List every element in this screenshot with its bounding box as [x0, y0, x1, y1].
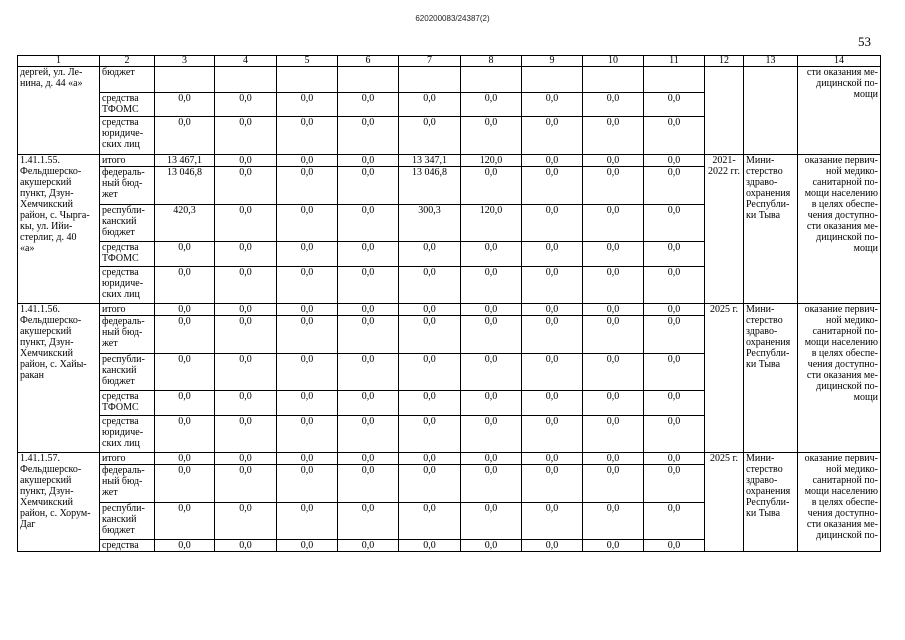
column-header: 13 — [744, 56, 798, 67]
value-cell — [338, 67, 399, 93]
column-header: 9 — [522, 56, 583, 67]
object-cell: 1.41.1.55. Фельдшерско- акушерский пункт, Дзун- Хемчикский район, с. Чырга- кы, ул. Ийи- стерлиг, д. 40 «а» — [18, 155, 100, 304]
column-header: 11 — [644, 56, 705, 67]
value-cell: 13 347,1 — [399, 155, 461, 167]
executor-cell: Мини- стерство здраво- охранения Республи- ки Тыва — [744, 155, 798, 304]
value-cell: 0,0 — [215, 167, 277, 205]
value-cell: 0,0 — [644, 205, 705, 242]
value-cell: 0,0 — [461, 503, 522, 540]
header-row — [18, 56, 881, 67]
value-cell: 0,0 — [644, 540, 705, 552]
value-cell: 0,0 — [277, 465, 338, 503]
value-cell: 0,0 — [522, 267, 583, 304]
column-header: 4 — [215, 56, 277, 67]
funding-source-cell: федераль- ный бюд- жет — [100, 465, 155, 503]
value-cell: 0,0 — [277, 205, 338, 242]
value-cell: 0,0 — [155, 316, 215, 354]
value-cell: 0,0 — [277, 242, 338, 267]
value-cell: 0,0 — [399, 453, 461, 465]
value-cell: 0,0 — [399, 316, 461, 354]
value-cell: 0,0 — [461, 304, 522, 316]
column-header: 14 — [798, 56, 881, 67]
value-cell: 0,0 — [338, 391, 399, 416]
value-cell: 0,0 — [522, 391, 583, 416]
document-id: 620200083/24387(2) — [415, 14, 490, 23]
column-header: 3 — [155, 56, 215, 67]
value-cell: 0,0 — [277, 316, 338, 354]
value-cell — [215, 67, 277, 93]
value-cell: 300,3 — [399, 205, 461, 242]
value-cell: 0,0 — [399, 416, 461, 453]
period-cell: 2025 г. — [705, 304, 744, 453]
value-cell: 0,0 — [155, 391, 215, 416]
value-cell: 0,0 — [583, 453, 644, 465]
value-cell — [461, 67, 522, 93]
value-cell: 0,0 — [522, 167, 583, 205]
value-cell: 0,0 — [461, 167, 522, 205]
page-number: 53 — [858, 34, 871, 49]
value-cell: 0,0 — [522, 453, 583, 465]
value-cell — [155, 67, 215, 93]
value-cell: 13 046,8 — [399, 167, 461, 205]
value-cell: 13 467,1 — [155, 155, 215, 167]
value-cell: 0,0 — [522, 354, 583, 391]
value-cell — [583, 67, 644, 93]
table-body — [18, 67, 881, 552]
purpose-cell: оказание первич- ной медико- санитарной по- мощи населению в целях обеспе- чения доступно- сти оказания ме- дицинской по- мощи — [798, 155, 881, 304]
value-cell: 0,0 — [277, 391, 338, 416]
period-cell: 2025 г. — [705, 453, 744, 552]
value-cell: 0,0 — [522, 93, 583, 117]
value-cell: 0,0 — [399, 503, 461, 540]
value-cell: 0,0 — [461, 354, 522, 391]
value-cell: 0,0 — [644, 167, 705, 205]
value-cell: 0,0 — [277, 416, 338, 453]
value-cell: 0,0 — [583, 354, 644, 391]
funding-source-cell: итого — [100, 304, 155, 316]
value-cell: 0,0 — [583, 267, 644, 304]
period-cell: 2021- 2022 гг. — [705, 155, 744, 304]
value-cell: 0,0 — [215, 117, 277, 155]
executor-cell: Мини- стерство здраво- охранения Республи- ки Тыва — [744, 304, 798, 453]
funding-source-cell: итого — [100, 453, 155, 465]
value-cell: 0,0 — [155, 465, 215, 503]
executor-cell — [744, 67, 798, 155]
value-cell: 0,0 — [155, 416, 215, 453]
value-cell: 0,0 — [583, 304, 644, 316]
funding-source-cell: средства ТФОМС — [100, 391, 155, 416]
table-row — [18, 155, 881, 167]
value-cell: 0,0 — [215, 453, 277, 465]
value-cell: 0,0 — [399, 267, 461, 304]
value-cell: 0,0 — [461, 316, 522, 354]
value-cell: 0,0 — [522, 316, 583, 354]
value-cell: 0,0 — [399, 304, 461, 316]
object-cell: 1.41.1.56. Фельдшерско- акушерский пункт, Дзун- Хемчикский район, с. Хайы- ракан — [18, 304, 100, 453]
value-cell: 0,0 — [583, 503, 644, 540]
column-header: 1 — [18, 56, 100, 67]
table-row — [18, 67, 881, 93]
value-cell: 0,0 — [644, 391, 705, 416]
executor-cell: Мини- стерство здраво- охранения Республи- ки Тыва — [744, 453, 798, 552]
value-cell: 0,0 — [522, 503, 583, 540]
value-cell: 0,0 — [338, 540, 399, 552]
value-cell: 0,0 — [583, 465, 644, 503]
value-cell: 0,0 — [644, 354, 705, 391]
value-cell: 0,0 — [522, 465, 583, 503]
value-cell: 0,0 — [338, 503, 399, 540]
value-cell: 0,0 — [277, 304, 338, 316]
value-cell: 0,0 — [644, 316, 705, 354]
value-cell: 0,0 — [215, 242, 277, 267]
value-cell: 0,0 — [399, 117, 461, 155]
value-cell: 0,0 — [215, 267, 277, 304]
value-cell: 0,0 — [338, 242, 399, 267]
value-cell: 0,0 — [522, 117, 583, 155]
value-cell: 0,0 — [522, 205, 583, 242]
value-cell: 0,0 — [338, 205, 399, 242]
value-cell: 0,0 — [155, 453, 215, 465]
value-cell: 0,0 — [215, 155, 277, 167]
budget-table — [17, 55, 881, 552]
value-cell: 0,0 — [338, 465, 399, 503]
value-cell: 0,0 — [583, 155, 644, 167]
value-cell: 0,0 — [583, 117, 644, 155]
column-header: 5 — [277, 56, 338, 67]
value-cell: 0,0 — [522, 304, 583, 316]
value-cell: 0,0 — [399, 93, 461, 117]
value-cell: 0,0 — [399, 242, 461, 267]
value-cell: 0,0 — [644, 155, 705, 167]
value-cell: 0,0 — [277, 503, 338, 540]
value-cell: 0,0 — [644, 93, 705, 117]
value-cell: 0,0 — [583, 93, 644, 117]
funding-source-cell: средства ТФОМС — [100, 242, 155, 267]
value-cell: 0,0 — [215, 465, 277, 503]
value-cell: 0,0 — [155, 304, 215, 316]
value-cell: 0,0 — [277, 267, 338, 304]
value-cell: 0,0 — [155, 242, 215, 267]
value-cell: 0,0 — [522, 540, 583, 552]
purpose-cell: оказание первич- ной медико- санитарной по- мощи населению в целях обеспе- чения доступно- сти оказания ме- дицинской по- мощи — [798, 304, 881, 453]
value-cell: 0,0 — [644, 465, 705, 503]
value-cell — [644, 67, 705, 93]
funding-source-cell: средства юридиче- ских лиц — [100, 416, 155, 453]
value-cell: 0,0 — [215, 540, 277, 552]
value-cell: 0,0 — [215, 416, 277, 453]
value-cell: 0,0 — [644, 304, 705, 316]
funding-source-cell: бюджет — [100, 67, 155, 93]
value-cell: 0,0 — [461, 453, 522, 465]
value-cell: 0,0 — [644, 453, 705, 465]
value-cell — [399, 67, 461, 93]
value-cell: 0,0 — [461, 416, 522, 453]
value-cell: 420,3 — [155, 205, 215, 242]
value-cell: 120,0 — [461, 155, 522, 167]
column-header: 7 — [399, 56, 461, 67]
value-cell: 0,0 — [155, 93, 215, 117]
column-header: 2 — [100, 56, 155, 67]
purpose-cell: оказание первич- ной медико- санитарной по- мощи населению в целях обеспе- чения доступно- сти оказания ме- дицинской по- — [798, 453, 881, 552]
value-cell: 0,0 — [461, 540, 522, 552]
column-header: 10 — [583, 56, 644, 67]
value-cell: 0,0 — [522, 242, 583, 267]
value-cell: 0,0 — [522, 155, 583, 167]
value-cell: 0,0 — [399, 354, 461, 391]
funding-source-cell: итого — [100, 155, 155, 167]
value-cell: 0,0 — [644, 242, 705, 267]
column-header: 8 — [461, 56, 522, 67]
value-cell: 0,0 — [644, 503, 705, 540]
value-cell: 0,0 — [399, 465, 461, 503]
value-cell: 0,0 — [583, 205, 644, 242]
value-cell: 0,0 — [461, 267, 522, 304]
value-cell: 0,0 — [155, 503, 215, 540]
value-cell: 120,0 — [461, 205, 522, 242]
value-cell: 0,0 — [461, 93, 522, 117]
value-cell: 0,0 — [644, 117, 705, 155]
value-cell: 0,0 — [338, 267, 399, 304]
funding-source-cell: республи- канский бюджет — [100, 205, 155, 242]
funding-source-cell: средства юридиче- ских лиц — [100, 117, 155, 155]
value-cell: 0,0 — [583, 416, 644, 453]
value-cell: 0,0 — [155, 117, 215, 155]
value-cell: 0,0 — [338, 354, 399, 391]
value-cell: 0,0 — [338, 155, 399, 167]
table-header — [18, 56, 881, 67]
funding-source-cell: республи- канский бюджет — [100, 503, 155, 540]
value-cell: 0,0 — [215, 316, 277, 354]
value-cell — [277, 67, 338, 93]
value-cell: 0,0 — [155, 540, 215, 552]
funding-source-cell: федераль- ный бюд- жет — [100, 167, 155, 205]
funding-source-cell: средства — [100, 540, 155, 552]
value-cell: 0,0 — [583, 242, 644, 267]
value-cell: 0,0 — [522, 416, 583, 453]
value-cell: 0,0 — [155, 267, 215, 304]
value-cell: 0,0 — [215, 205, 277, 242]
value-cell: 0,0 — [338, 167, 399, 205]
value-cell: 0,0 — [399, 540, 461, 552]
value-cell: 0,0 — [338, 304, 399, 316]
value-cell: 0,0 — [338, 117, 399, 155]
table-row — [18, 453, 881, 465]
object-cell: 1.41.1.57. Фельдшерско- акушерский пункт, Дзун- Хемчикский район, с. Хорум- Даг — [18, 453, 100, 552]
value-cell: 0,0 — [461, 465, 522, 503]
funding-source-cell: федераль- ный бюд- жет — [100, 316, 155, 354]
value-cell: 0,0 — [583, 540, 644, 552]
value-cell: 0,0 — [155, 354, 215, 391]
value-cell: 0,0 — [338, 416, 399, 453]
value-cell: 0,0 — [583, 167, 644, 205]
value-cell: 0,0 — [215, 304, 277, 316]
value-cell: 0,0 — [461, 242, 522, 267]
value-cell: 0,0 — [461, 117, 522, 155]
value-cell: 0,0 — [338, 93, 399, 117]
value-cell: 0,0 — [583, 316, 644, 354]
column-header: 6 — [338, 56, 399, 67]
column-header: 12 — [705, 56, 744, 67]
value-cell: 0,0 — [277, 93, 338, 117]
object-cell: дергей, ул. Ле- нина, д. 44 «а» — [18, 67, 100, 155]
purpose-cell: сти оказания ме- дицинской по- мощи — [798, 67, 881, 155]
value-cell: 0,0 — [215, 93, 277, 117]
value-cell: 0,0 — [277, 117, 338, 155]
value-cell: 0,0 — [215, 391, 277, 416]
table-row — [18, 304, 881, 316]
value-cell: 0,0 — [215, 354, 277, 391]
value-cell: 0,0 — [461, 391, 522, 416]
funding-source-cell: республи- канский бюджет — [100, 354, 155, 391]
value-cell: 0,0 — [583, 391, 644, 416]
value-cell: 0,0 — [338, 316, 399, 354]
value-cell: 0,0 — [399, 391, 461, 416]
value-cell: 0,0 — [215, 503, 277, 540]
value-cell — [522, 67, 583, 93]
value-cell: 0,0 — [644, 416, 705, 453]
value-cell: 13 046,8 — [155, 167, 215, 205]
value-cell: 0,0 — [277, 155, 338, 167]
value-cell: 0,0 — [277, 540, 338, 552]
funding-source-cell: средства ТФОМС — [100, 93, 155, 117]
value-cell: 0,0 — [277, 167, 338, 205]
period-cell — [705, 67, 744, 155]
value-cell: 0,0 — [277, 453, 338, 465]
value-cell: 0,0 — [644, 267, 705, 304]
value-cell: 0,0 — [338, 453, 399, 465]
value-cell: 0,0 — [277, 354, 338, 391]
funding-source-cell: средства юридиче- ских лиц — [100, 267, 155, 304]
